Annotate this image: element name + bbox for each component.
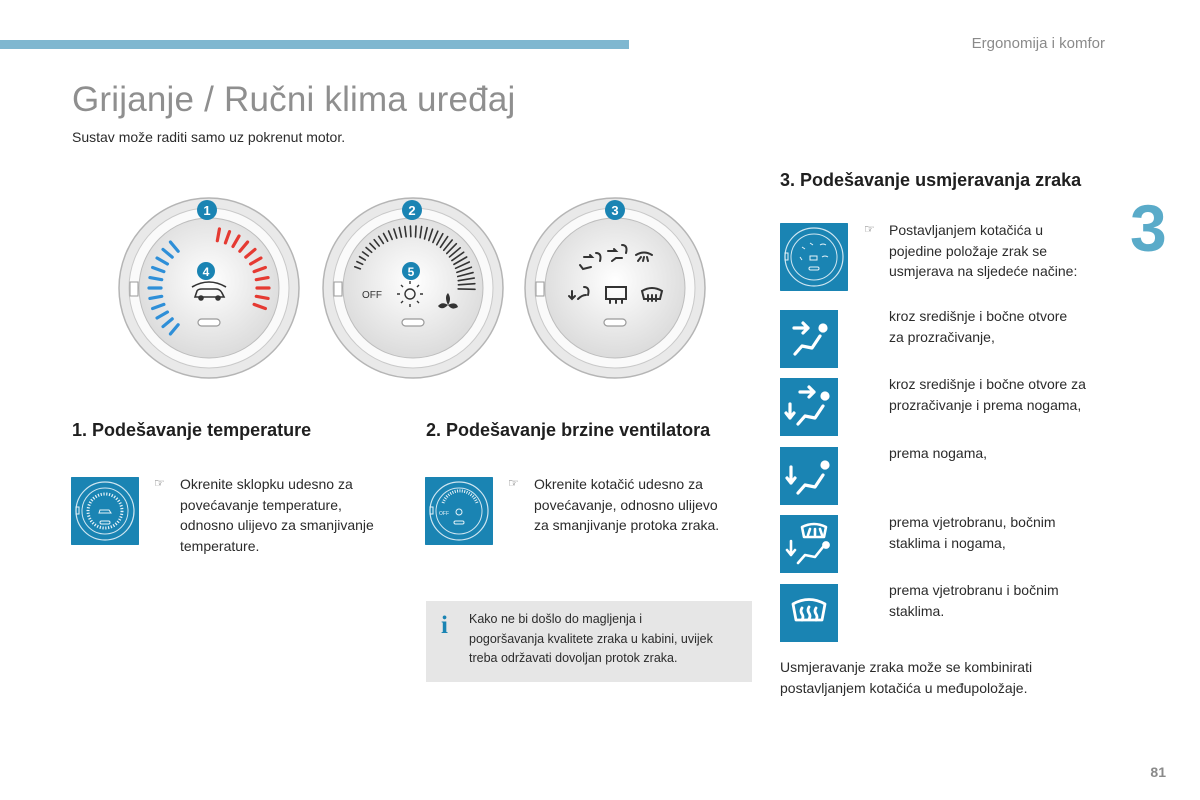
fan-knob-thumbnail <box>425 477 493 545</box>
text-line: usmjerava na sljedeće načine: <box>889 263 1078 279</box>
face-vent-icon <box>780 310 838 368</box>
page-title: Grijanje / Ručni klima uređaj <box>72 80 516 119</box>
scale-tick <box>415 226 416 237</box>
scale-tick <box>256 296 268 298</box>
badge-4 <box>197 262 215 280</box>
distribution-item-3 <box>889 443 1129 464</box>
text-line: za smanjivanje protoka zraka. <box>534 517 720 533</box>
svg-text:1: 1 <box>203 203 211 218</box>
badge-3 <box>605 200 625 220</box>
text-line: postavljanjem kotačića u međupoložaje. <box>780 679 1028 696</box>
text-line: prema vjetrobranu, bočnim <box>889 514 1056 530</box>
text-line: pogoršavanja kvalitete zraka u kabini, uvijek <box>469 631 713 646</box>
scale-tick <box>256 278 268 280</box>
text-line: za prozračivanje, <box>889 328 995 345</box>
text-line: Postavljanjem kotačića u <box>889 222 1044 238</box>
fan-speed-dial <box>320 195 506 381</box>
distribution-intro <box>889 220 1129 282</box>
text-line: staklima. <box>889 602 945 619</box>
temperature-instructions <box>180 474 410 556</box>
air-distribution-dial <box>522 195 708 381</box>
text-line: prema vjetrobranu i bočnim <box>889 582 1059 598</box>
bullet-icon: ☞ <box>864 222 875 236</box>
fan-speed-heading: 2. Podešavanje brzine ventilatora <box>426 420 711 440</box>
text-line: Okrenite sklopku udesno za <box>180 476 353 492</box>
windscreen-defrost-icon <box>780 584 838 642</box>
svg-text:OFF: OFF <box>439 511 449 517</box>
scale-tick <box>150 296 162 298</box>
svg-text:2: 2 <box>408 203 416 218</box>
bullet-icon: ☞ <box>154 476 165 490</box>
text-line: pojedine položaje zrak se <box>889 242 1047 259</box>
distribution-item-1 <box>889 306 1129 347</box>
intro-text: Sustav može raditi samo uz pokrenut motor. <box>72 129 346 145</box>
text-line: Okrenite kotačić udesno za <box>534 476 703 492</box>
text-line: prema nogama, <box>889 445 988 461</box>
temperature-dial <box>116 195 302 381</box>
text-line: Usmjeravanje zraka može se kombinirati <box>780 659 1033 675</box>
badge-2 <box>402 200 422 220</box>
text-line: staklima i nogama, <box>889 534 1006 551</box>
header-bar <box>0 40 629 49</box>
off-label: OFF <box>362 290 382 301</box>
svg-text:4: 4 <box>202 265 210 279</box>
section-title: Ergonomija i komfor <box>971 35 1105 52</box>
scale-tick <box>150 278 162 280</box>
temperature-heading: 1. Podešavanje temperature <box>72 420 312 440</box>
info-text <box>469 610 749 669</box>
text-line: kroz središnje i bočne otvore <box>889 308 1068 324</box>
bullet-icon: ☞ <box>508 476 519 490</box>
badge-1 <box>197 200 217 220</box>
svg-text:3: 3 <box>611 203 619 218</box>
badge-5 <box>402 262 420 280</box>
distribution-item-2 <box>889 374 1149 415</box>
text-line: povećavanje, odnosno ulijevo <box>534 496 718 513</box>
distribution-knob-thumbnail <box>780 223 848 291</box>
windscreen-feet-icon <box>780 515 838 573</box>
text-line: temperature. <box>180 537 260 554</box>
text-line: prozračivanje i prema nogama, <box>889 396 1082 413</box>
svg-text:5: 5 <box>407 265 415 279</box>
temperature-knob-thumbnail <box>71 477 139 545</box>
distribution-item-4 <box>889 512 1129 553</box>
text-line: Kako ne bi došlo do magljenja i <box>469 612 643 626</box>
scale-tick <box>217 229 219 241</box>
distribution-item-5 <box>889 580 1129 621</box>
fan-instructions <box>534 474 749 536</box>
text-line: kroz središnje i bočne otvore za <box>889 376 1086 392</box>
face-feet-vent-icon <box>780 378 838 436</box>
text-line: treba održavati dovoljan protok zraka. <box>469 651 678 665</box>
chapter-number: 3 <box>1130 191 1167 265</box>
feet-vent-icon <box>780 447 838 505</box>
info-icon: i <box>441 612 448 639</box>
text-line: odnosno ulijevo za smanjivanje <box>180 517 374 533</box>
air-distribution-heading: 3. Podešavanje usmjeravanja zraka <box>780 170 1082 190</box>
page-number: 81 <box>1150 764 1166 780</box>
distribution-outro <box>780 657 1100 698</box>
text-line: povećavanje temperature, <box>180 496 342 513</box>
